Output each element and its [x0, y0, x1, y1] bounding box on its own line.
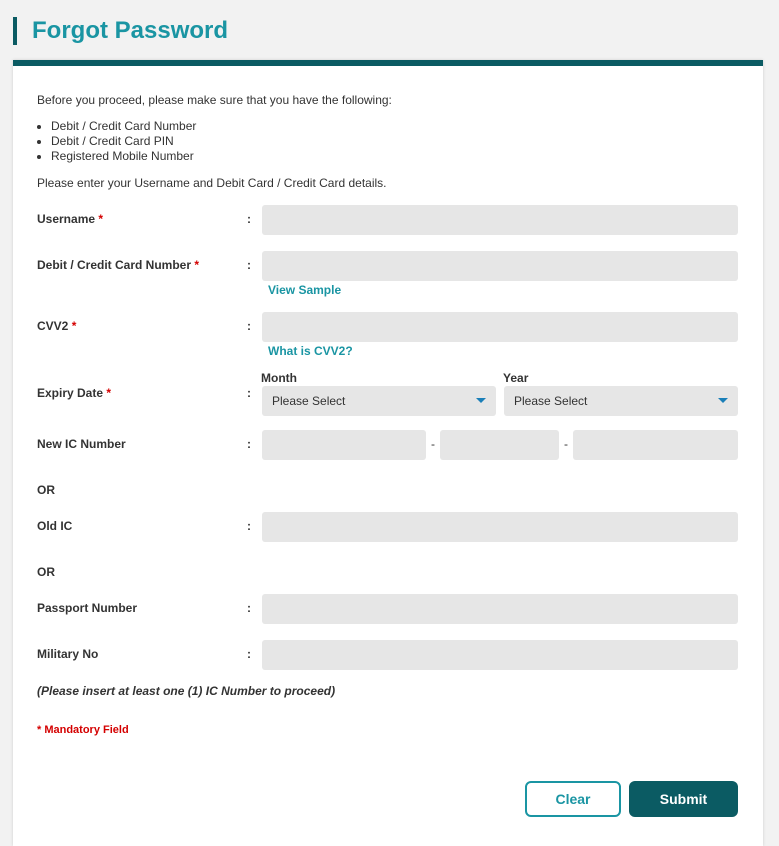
- colon: :: [247, 519, 251, 533]
- ic-dash: -: [431, 437, 435, 451]
- year-select[interactable]: [504, 386, 738, 416]
- ic-dash: -: [564, 437, 568, 451]
- month-label: Month: [261, 371, 297, 385]
- username-input[interactable]: [262, 205, 738, 235]
- month-select[interactable]: [262, 386, 496, 416]
- intro-text: Before you proceed, please make sure that you have the following:: [37, 93, 392, 107]
- what-is-cvv-link[interactable]: What is CVV2?: [268, 344, 353, 358]
- ic-note: (Please insert at least one (1) IC Number to proceed): [37, 684, 336, 698]
- colon: :: [247, 647, 251, 661]
- new-ic-label: New IC Number: [37, 437, 126, 451]
- new-ic-part2-input[interactable]: [440, 430, 559, 460]
- view-sample-link[interactable]: View Sample: [268, 283, 342, 297]
- mandatory-field-note: * Mandatory Field: [37, 724, 129, 736]
- month-select-value: Please Select: [272, 394, 346, 408]
- or-text: OR: [37, 483, 55, 497]
- colon: :: [247, 386, 251, 400]
- old-ic-label: Old IC: [37, 519, 73, 533]
- forgot-password-card: [13, 60, 763, 846]
- chevron-down-icon: [718, 398, 728, 403]
- username-label: Username *: [37, 212, 104, 226]
- page-title: Forgot Password: [32, 17, 229, 44]
- requirement-item: • Registered Mobile Number: [51, 149, 196, 164]
- old-ic-input[interactable]: [262, 512, 738, 542]
- year-select-value: Please Select: [514, 394, 588, 408]
- new-ic-part3-input[interactable]: [573, 430, 738, 460]
- chevron-down-icon: [476, 398, 486, 403]
- card-number-input[interactable]: [262, 251, 738, 281]
- military-no-input[interactable]: [262, 640, 738, 670]
- required-mark: *: [194, 258, 200, 272]
- required-mark: *: [106, 386, 112, 400]
- colon: :: [247, 601, 251, 615]
- page-header: [13, 17, 228, 45]
- submit-button[interactable]: Submit: [629, 781, 738, 817]
- requirements-list: [37, 119, 196, 164]
- requirement-item: • Debit / Credit Card PIN: [51, 134, 196, 149]
- new-ic-part1-input[interactable]: [262, 430, 426, 460]
- instruction-text: Please enter your Username and Debit Card / Credit Card details.: [37, 176, 387, 190]
- colon: :: [247, 212, 251, 226]
- military-no-label: Military No: [37, 647, 99, 661]
- cvv-input[interactable]: [262, 312, 738, 342]
- colon: :: [247, 437, 251, 451]
- year-label: Year: [503, 371, 529, 385]
- card-number-label: Debit / Credit Card Number *: [37, 258, 200, 272]
- expiry-date-label: Expiry Date *: [37, 386, 112, 400]
- or-text: OR: [37, 565, 55, 579]
- clear-button[interactable]: Clear: [525, 781, 621, 817]
- requirement-item: • Debit / Credit Card Number: [51, 119, 196, 134]
- required-mark: *: [98, 212, 104, 226]
- passport-number-input[interactable]: [262, 594, 738, 624]
- required-mark: *: [71, 319, 77, 333]
- cvv-label: CVV2 *: [37, 319, 77, 333]
- passport-number-label: Passport Number: [37, 601, 138, 615]
- colon: :: [247, 319, 251, 333]
- colon: :: [247, 258, 251, 272]
